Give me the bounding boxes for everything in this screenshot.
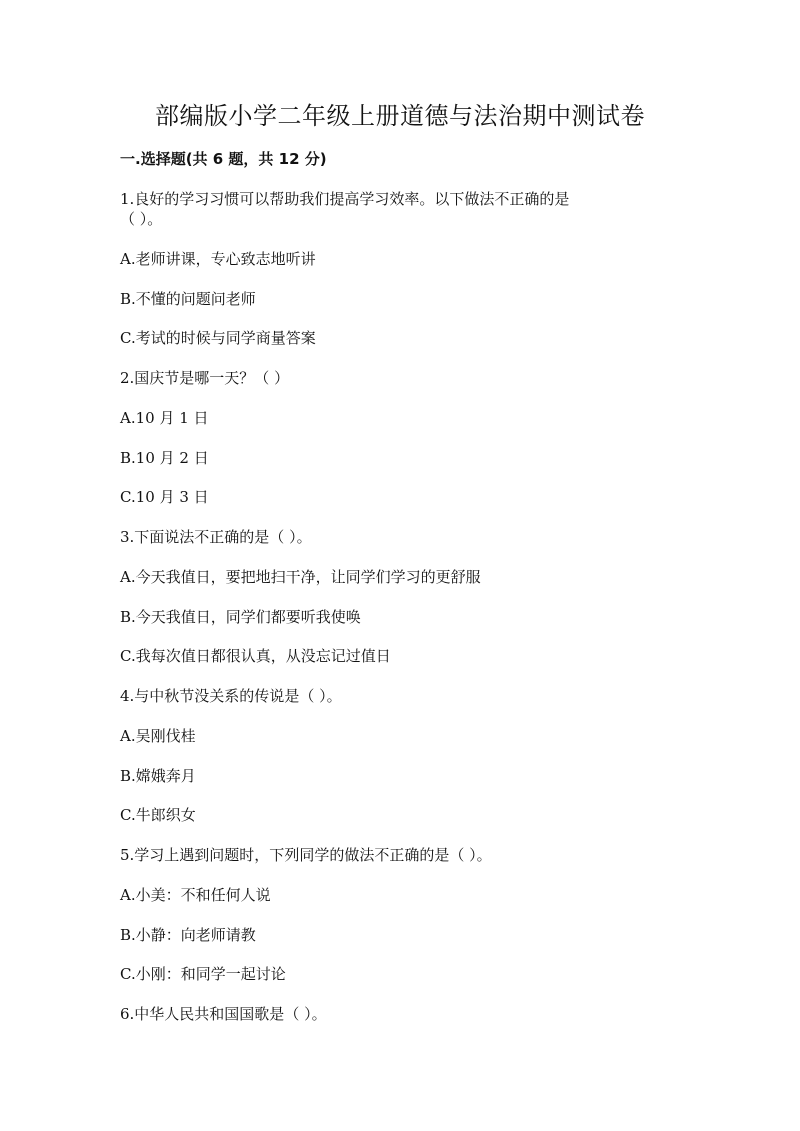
question-5-option-c: C.小刚：和同学一起讨论 <box>120 965 286 983</box>
question-2-option-c: C.10 月 3 日 <box>120 488 209 506</box>
question-3-option-a: A.今天我值日，要把地扫干净，让同学们学习的更舒服 <box>120 568 481 586</box>
question-2-option-b: B.10 月 2 日 <box>120 449 209 467</box>
question-3-option-b: B.今天我值日，同学们都要听我使唤 <box>120 608 361 626</box>
question-5-option-b: B.小静：向老师请教 <box>120 926 256 944</box>
question-2-stem: 2.国庆节是哪一天？（ ） <box>120 369 290 387</box>
question-4-option-c: C.牛郎织女 <box>120 806 196 824</box>
question-3-stem: 3.下面说法不正确的是（ ）。 <box>120 528 312 546</box>
page-title: 部编版小学二年级上册道德与法治期中测试卷 <box>155 102 645 130</box>
question-1-option-b: B.不懂的问题问老师 <box>120 290 256 308</box>
question-4-option-b: B.嫦娥奔月 <box>120 767 196 785</box>
question-3-option-c: C.我每次值日都很认真，从没忘记过值日 <box>120 647 391 665</box>
section-heading: 一.选择题(共 6 题，共 12 分) <box>120 150 327 168</box>
question-1-option-a: A.老师讲课，专心致志地听讲 <box>120 250 316 268</box>
question-4-option-a: A.吴刚伐桂 <box>120 727 196 745</box>
question-1-stem: 1.良好的学习习惯可以帮助我们提高学习效率。以下做法不正确的是 <box>120 190 570 208</box>
question-6-stem: 6.中华人民共和国国歌是（ ）。 <box>120 1005 327 1023</box>
question-2-option-a: A.10 月 1 日 <box>120 409 209 427</box>
question-5-stem: 5.学习上遇到问题时，下列同学的做法不正确的是（ ）。 <box>120 846 492 864</box>
question-5-option-a: A.小美：不和任何人说 <box>120 886 271 904</box>
question-1-option-c: C.考试的时候与同学商量答案 <box>120 329 316 347</box>
question-4-stem: 4.与中秋节没关系的传说是（ ）。 <box>120 687 342 705</box>
question-1-stem-continued: （ ）。 <box>120 210 163 228</box>
